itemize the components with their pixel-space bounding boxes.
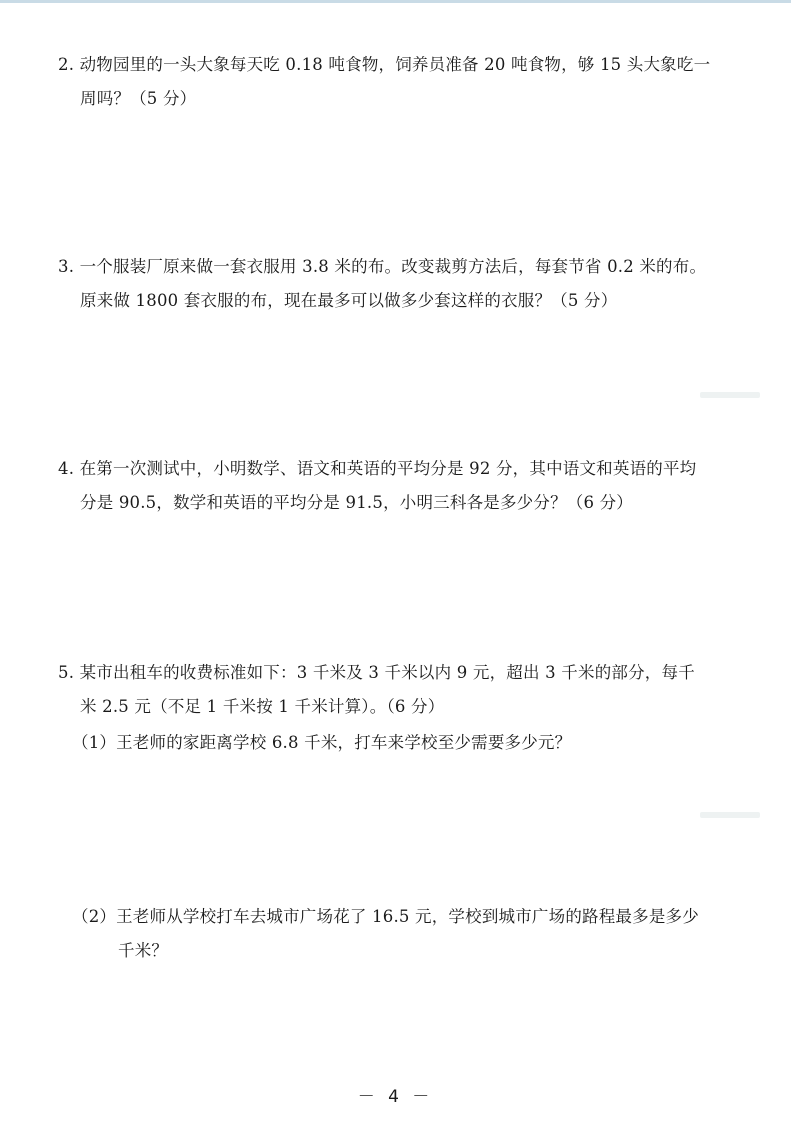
question-3-line-1: 3. 一个服装厂原来做一套衣服用 3.8 米的布。改变裁剪方法后，每套节省 0.2 米的布。 [58, 257, 707, 276]
question-2-line-1: 2. 动物园里的一头大象每天吃 0.18 吨食物，饲养员准备 20 吨食物，够 15 头大象吃一 [58, 55, 711, 74]
question-5-part-2-line-2: 千米？ [118, 941, 169, 960]
question-5-part-2-line-1: （2）王老师从学校打车去城市广场花了 16.5 元，学校到城市广场的路程最多是多少 [72, 907, 699, 926]
question-5 [58, 656, 695, 724]
scan-smudge [700, 812, 760, 818]
page-number: － 4 － [357, 1087, 434, 1107]
question-2 [58, 48, 710, 116]
question-5-line-1: 5. 某市出租车的收费标准如下：3 千米及 3 千米以内 9 元，超出 3 千米的部分，每千 [58, 663, 695, 682]
question-3 [58, 250, 706, 318]
top-edge-rule [0, 0, 791, 3]
question-4 [58, 452, 696, 520]
question-3-line-2: 原来做 1800 套衣服的布，现在最多可以做多少套这样的衣服？（5 分） [80, 291, 618, 310]
question-5-part-1 [72, 726, 571, 760]
question-5-line-2: 米 2.5 元（不足 1 千米按 1 千米计算）。（6 分） [80, 697, 445, 716]
question-5-part-1-line-1: （1）王老师的家距离学校 6.8 千米，打车来学校至少需要多少元？ [72, 733, 572, 752]
scan-smudge [700, 392, 760, 398]
question-4-line-2: 分是 90.5，数学和英语的平均分是 91.5，小明三科各是多少分？（6 分） [80, 493, 634, 512]
question-5-part-2 [72, 900, 699, 968]
question-4-line-1: 4. 在第一次测试中，小明数学、语文和英语的平均分是 92 分，其中语文和英语的平均 [58, 459, 697, 478]
question-2-line-2: 周吗？（5 分） [80, 89, 197, 108]
